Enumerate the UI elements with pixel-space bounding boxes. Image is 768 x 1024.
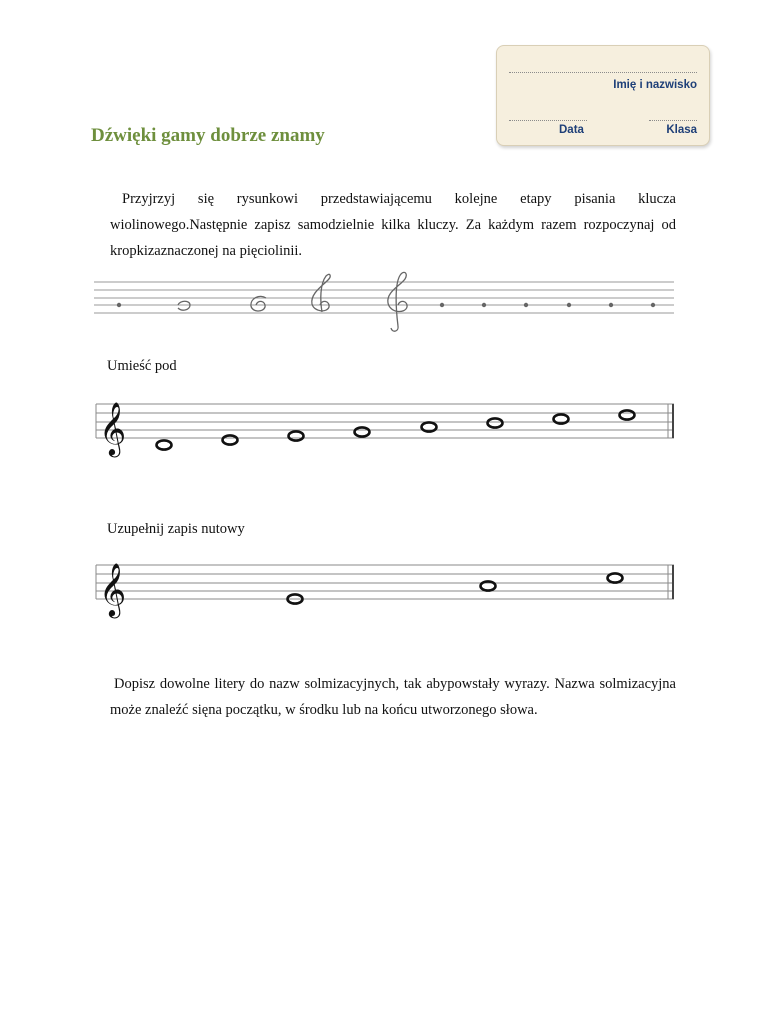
treble-clef-icon: 𝄞	[99, 562, 127, 616]
staff-dot-icon[interactable]	[482, 303, 486, 307]
treble-clef-icon	[388, 272, 407, 331]
scale-staff	[96, 394, 676, 458]
fill-in-staff	[96, 555, 676, 619]
whole-note-icon	[488, 418, 503, 427]
name-label: Imię i nazwisko	[613, 79, 697, 91]
student-info-box	[496, 45, 710, 146]
staff-dot-icon[interactable]	[524, 303, 528, 307]
page-title: Dźwięki gamy dobrze znamy	[91, 125, 325, 146]
clef-stage-4-icon	[312, 274, 330, 312]
exercise2-label: Umieść pod	[107, 358, 177, 374]
whole-note-icon	[223, 435, 238, 444]
whole-note-icon	[289, 431, 304, 440]
staff-dot-icon[interactable]	[651, 303, 655, 307]
clef-stage-3-icon	[251, 296, 266, 311]
exercise4-instruction: Dopisz dowolne litery do nazw solmizacyjnych, tak abypowstały wyrazy. Nazwa solmizacyjna może znaleźć sięna początku, w środku lub na końcu utworzonego słowa.	[110, 676, 676, 718]
whole-note-icon	[620, 410, 635, 419]
exercise3-label: Uzupełnij zapis nutowy	[107, 521, 245, 537]
whole-note-icon	[355, 427, 370, 436]
staff-dot-icon[interactable]	[440, 303, 444, 307]
clef-stage-2-icon	[178, 301, 190, 310]
name-line[interactable]	[509, 72, 697, 73]
date-line[interactable]	[509, 120, 587, 121]
date-label: Data	[559, 124, 584, 136]
staff-dot-icon	[117, 303, 121, 307]
whole-note-icon	[608, 573, 623, 582]
exercise1-instruction: Przyjrzyj się rysunkowi przedstawiającemu kolejne etapy pisania klucza wiolinowego.Następnie zapisz samodzielnie kilka kluczy. Za każdym razem rozpoczynaj od kropkizaznaczonej na pięciolinii.	[110, 191, 676, 259]
staff-dot-icon[interactable]	[567, 303, 571, 307]
clef-writing-staff	[94, 270, 674, 334]
whole-note-icon	[157, 440, 172, 449]
treble-clef-icon: 𝄞	[99, 401, 127, 455]
class-line[interactable]	[649, 120, 697, 121]
class-label: Klasa	[666, 124, 697, 136]
staff-dot-icon[interactable]	[609, 303, 613, 307]
